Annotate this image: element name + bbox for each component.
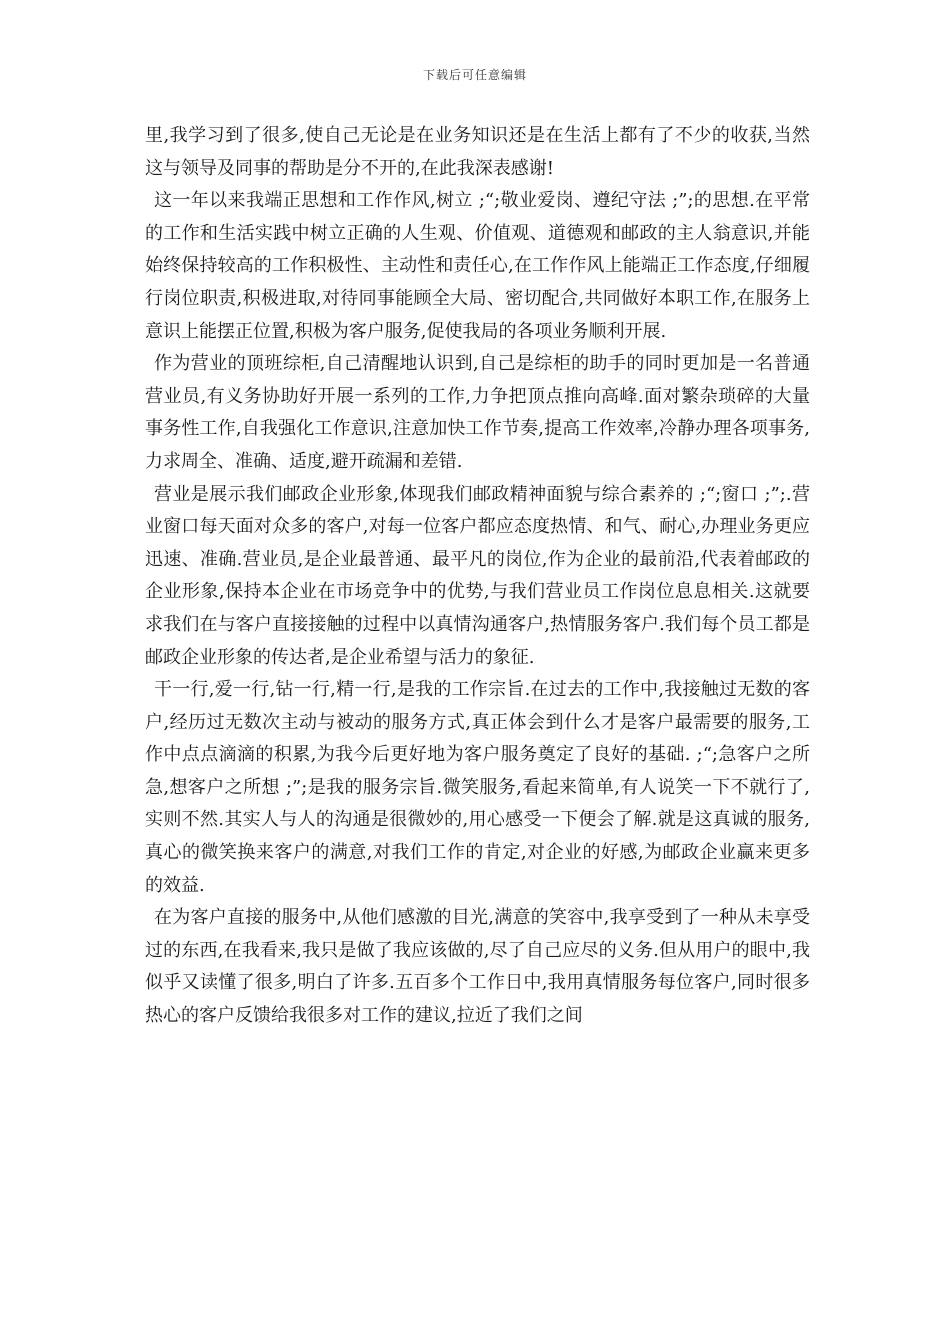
paragraph: 营业是展示我们邮政企业形象,体现我们邮政精神面貌与综合素养的 ;“;窗口 ;”;.营业窗口每天面对众多的客户,对每一位客户都应态度热情、和气、耐心,办理业务更应迅速、准确.营业员,是企业最普通、最平凡的岗位,作为企业的最前沿,代表着邮政的企业形象,保持本企业在市场竞争中的优势,与我们营业员工作岗位息息相关.这就要求我们在与客户直接接触的过程中以真情沟通客户,热情服务客户.我们每个员工都是邮政企业形象的传达者,是企业希望与活力的象征.: [145, 483, 810, 668]
paragraph: 在为客户直接的服务中,从他们感激的目光,满意的笑容中,我享受到了一种从未享受过的东西,在我看来,我只是做了我应该做的,尽了自己应尽的义务.但从用户的眼中,我似乎又读懂了很多,明白了许多.五百多个工作日中,我用真情服务每位客户,同时很多热心的客户反馈给我很多对工作的建议,拉近了我们之间: [145, 907, 810, 1027]
document-body: [145, 120, 810, 1033]
paragraph: 作为营业的顶班综柜,自己清醒地认识到,自己是综柜的助手的同时更加是一名普通营业员,有义务协助好开展一系列的工作,力争把顶点推向高峰.面对繁杂琐碎的大量事务性工作,自我强化工作意识,注意加快工作节奏,提高工作效率,冷静办理各项事务,力求周全、准确、适度,避开疏漏和差错.: [145, 353, 810, 472]
paragraph: 这一年以来我端正思想和工作作风,树立 ;“;敬业爱岗、遵纪守法 ;”;的思想.在平常的工作和生活实践中树立正确的人生观、价值观、道德观和邮政的主人翁意识,并能始终保持较高的工作积极性、主动性和责任心,在工作作风上能端正工作态度,仔细履行岗位职责,积极进取,对待同事能顾全大局、密切配合,共同做好本职工作,在服务上意识上能摆正位置,积极为客户服务,促使我局的各项业务顺利开展.: [145, 190, 810, 342]
paragraph-continuation: 里,我学习到了很多,使自己无论是在业务知识还是在生活上都有了不少的收获,当然这与领导及同事的帮助是分不开的,在此我深表感谢!: [145, 125, 810, 179]
paragraph: 干一行,爱一行,钻一行,精一行,是我的工作宗旨.在过去的工作中,我接触过无数的客户,经历过无数次主动与被动的服务方式,真正体会到什么才是客户最需要的服务,工作中点点滴滴的积累,为我今后更好地为客户服务奠定了良好的基础. ;“;急客户之所急,想客户之所想 ;”;是我的服务宗旨.微笑服务,看起来简单,有人说笑一下不就行了,实则不然.其实人与人的沟通是很微妙的,用心感受一下便会了解.就是这真诚的服务,真心的微笑换来客户的满意,对我们工作的肯定,对企业的好感,为邮政企业赢来更多的效益.: [145, 679, 810, 896]
page-header: 下载后可任意编辑: [422, 68, 527, 82]
